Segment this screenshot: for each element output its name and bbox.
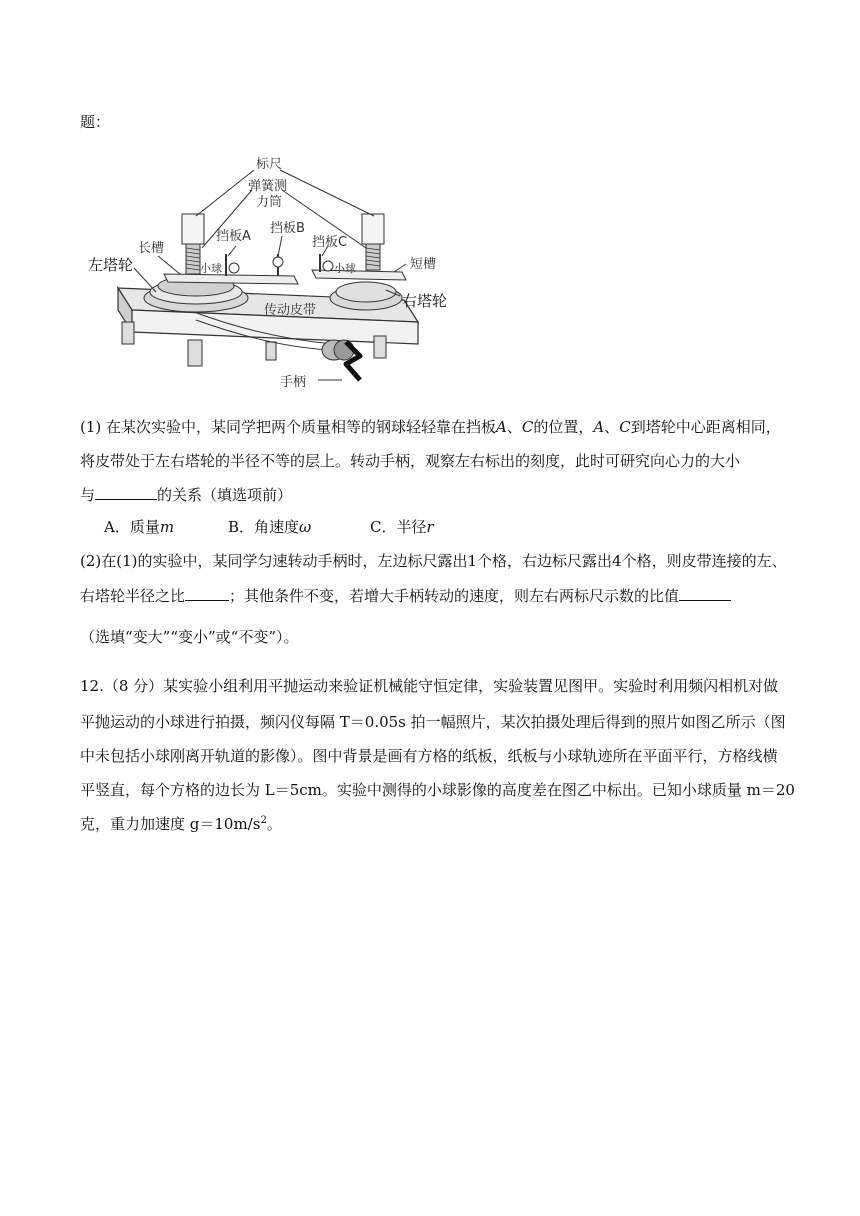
q2-line3: （选填“变大”“变小”或“不变”）。 [80,628,299,646]
q1-sep: 、 [506,418,522,436]
q1-option-c-var: r [426,518,434,536]
label-belt: 传动皮带 [264,303,317,318]
label-spring-line2: 力筒 [256,195,283,210]
q1-line1 [80,417,781,437]
q1-option-a-label: A．质量 [104,518,160,536]
q12-line5 [80,814,282,834]
label-long-slot: 长槽 [138,241,165,256]
q1-line2: 将皮带处于左右塔轮的半径不等的层上。转动手柄，观察左右标出的刻度，此时可研究向心力的大小 [80,452,741,470]
lead-text: 题： [80,113,111,131]
q12-line1: 12.（8 分）某实验小组利用平抛运动来验证机械能守恒定律，实验装置见图甲。实验时利用频闪相机对做 [80,677,779,695]
label-spring-line1: 弹簧测 [248,179,288,194]
q1-line3-post: 的关系（填选项前） [157,486,293,504]
q12-line5-pre: 克，重力加速度 g＝10m/s [80,815,261,833]
label-ball-right: 小球 [334,262,356,275]
q1-line1-post: 到塔轮中心距离相同， [630,418,781,436]
q12-line5-sup: 2 [260,815,267,826]
q1-var-a: A [496,418,507,436]
q1-var-c: C [521,418,534,436]
q1-option-b-label: B．角速度 [228,518,300,536]
q1-options [104,517,434,537]
q12-line5-post: 。 [266,815,282,833]
q1-sep2: 、 [604,418,620,436]
q2-line1: (2)在(1)的实验中，某同学匀速转动手柄时，左边标尺露出1个格，右边标尺露出4个格，则皮带连接的左、 [80,552,787,570]
q12-line2: 平抛运动的小球进行拍摄，频闪仪每隔 T＝0.05s 拍一幅照片，某次拍摄处理后得到的照片如图乙所示（图 [80,713,786,731]
label-plate-b: 挡板B [270,221,305,236]
label-short-slot: 短槽 [410,257,437,272]
q12-line4: 平竖直，每个方格的边长为 L＝5cm。实验中测得的小球影像的高度差在图乙中标出。已知小球质量 m＝20 [80,781,795,799]
label-handle: 手柄 [280,375,307,390]
q2-line2-pre: 右塔轮半径之比 [80,587,186,605]
label-plate-c: 挡板C [312,235,348,250]
q12-line3: 中未包括小球刚离开轨道的影像）。图中背景是画有方格的纸板，纸板与小球轨迹所在平面平行，方格线横 [80,747,778,765]
label-right-wheel: 右塔轮 [402,292,448,310]
q1-option-a-var: m [159,518,175,536]
q1-line1-pre: (1) 在某次实验中，某同学把两个质量相等的钢球轻轻靠在挡板 [80,418,497,436]
q1-option-c-label: C．半径 [370,518,427,536]
q1-option-c [370,517,434,537]
q1-var-c2: C [619,418,631,436]
q1-answer-blank[interactable] [95,484,157,500]
q2-trend-blank[interactable] [679,585,731,601]
q1-line1-mid: 的位置， [533,418,594,436]
q1-option-a [104,517,228,537]
label-left-wheel: 左塔轮 [88,256,134,274]
label-ball-left: 小球 [200,262,222,275]
label-ruler: 标尺 [256,157,283,172]
q1-option-b-var: ω [299,518,312,536]
label-plate-a: 挡板A [216,229,251,244]
apparatus-figure [84,152,476,394]
apparatus-diagram [84,152,476,394]
q2-ratio-blank[interactable] [185,585,229,601]
q1-line3 [80,484,292,505]
q2-line2-mid: ；其他条件不变，若增大手柄转动的速度，则左右两标尺示数的比值 [229,587,680,605]
q2-line2 [80,585,731,606]
q1-line3-pre: 与 [80,486,96,504]
q1-var-a2: A [593,418,605,436]
q1-option-b [228,517,370,537]
